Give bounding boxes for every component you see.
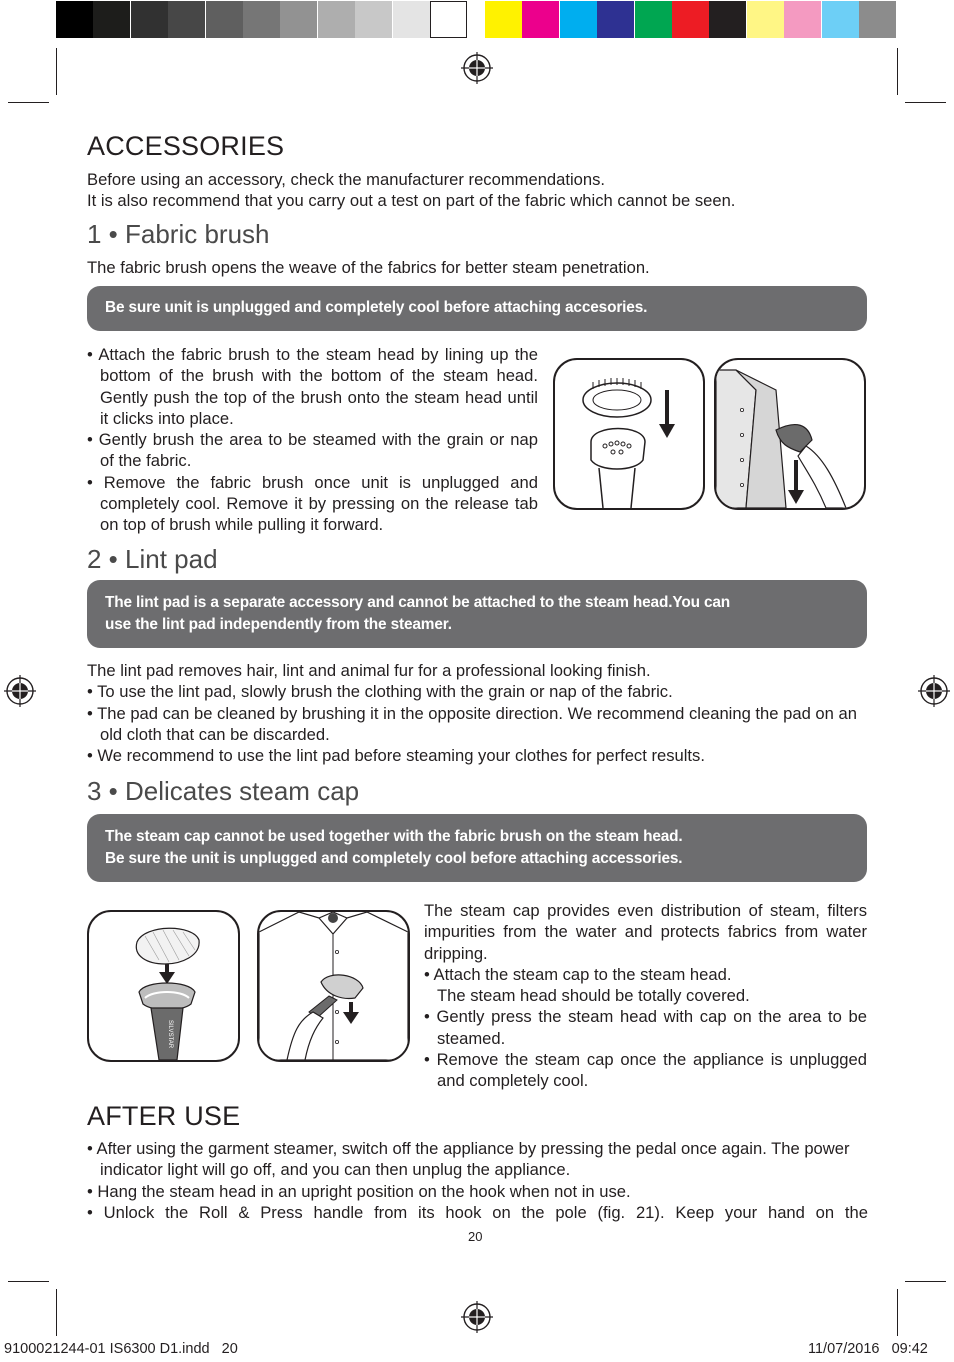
crop-mark bbox=[56, 1289, 57, 1336]
registration-mark-icon bbox=[3, 674, 37, 708]
lint-pad-heading: 2 • Lint pad bbox=[87, 544, 218, 574]
color-swatch bbox=[430, 1, 467, 38]
list-item: • Unlock the Roll & Press handle from its hook on the pole (fig. 21). Keep your hand on the bbox=[87, 1202, 868, 1222]
steam-cap-attach-illustration bbox=[87, 910, 240, 1062]
fabric-brush-intro: The fabric brush opens the weave of the fabrics for better steam penetration. bbox=[87, 258, 650, 277]
fabric-brush-notice bbox=[87, 286, 867, 331]
color-swatch bbox=[355, 1, 392, 38]
accessories-intro-line: It is also recommend that you carry out a test on part of the fabric which cannot be seen. bbox=[87, 191, 736, 210]
list-item: • The pad can be cleaned by brushing it in the opposite direction. We recommend cleaning the pad on an old cloth that can be discarded. bbox=[87, 703, 857, 744]
steam-cap-heading: 3 • Delicates steam cap bbox=[87, 776, 360, 806]
color-swatch bbox=[859, 1, 896, 38]
brushing-shirt-drawing bbox=[716, 360, 864, 508]
after-use-text bbox=[87, 1138, 868, 1223]
device-logo: SILVSTAR bbox=[167, 1020, 173, 1049]
list-item: • To use the lint pad, slowly brush the clothing with the grain or nap of the fabric. bbox=[87, 682, 673, 702]
notice-text: Be sure unit is unplugged and completely cool before attaching accesories. bbox=[105, 299, 648, 316]
registration-mark-icon bbox=[460, 1300, 494, 1334]
accessories-heading: ACCESSORIES bbox=[87, 131, 285, 161]
color-swatch bbox=[822, 1, 859, 38]
steaming-shirt-drawing bbox=[259, 912, 408, 1060]
steam-cap-text bbox=[424, 900, 867, 1092]
list-item: • We recommend to use the lint pad before steaming your clothes for perfect results. bbox=[87, 746, 705, 766]
color-swatch bbox=[560, 1, 597, 38]
notice-text: Be sure the unit is unplugged and completely cool before attaching accessories. bbox=[105, 849, 683, 867]
color-swatch bbox=[709, 1, 746, 38]
color-swatch bbox=[635, 1, 672, 38]
list-item: • Gently press the steam head with cap on the area to be steamed. bbox=[424, 1007, 867, 1048]
steam-cap-notice bbox=[87, 814, 867, 882]
fabric-brush-attach-illustration bbox=[553, 358, 705, 510]
notice-text: use the lint pad independently from the steamer. bbox=[105, 615, 452, 633]
notice-text: The lint pad is a separate accessory and cannot be attached to the steam head.You can bbox=[105, 594, 731, 611]
lint-pad-text bbox=[87, 660, 868, 766]
page-number: 20 bbox=[468, 1229, 483, 1244]
color-swatch bbox=[597, 1, 634, 38]
list-item: • Hang the steam head in an upright position on the hook when not in use. bbox=[87, 1181, 631, 1201]
crop-mark bbox=[897, 1289, 898, 1336]
fabric-brush-heading: 1 • Fabric brush bbox=[87, 219, 270, 249]
footer-timestamp: 11/07/2016 09:42 bbox=[808, 1341, 928, 1357]
crop-mark bbox=[8, 1281, 49, 1282]
color-swatch bbox=[280, 1, 317, 38]
registration-mark-icon bbox=[460, 51, 494, 85]
steam-cap-use-illustration bbox=[257, 910, 410, 1062]
list-item-continuation: The steam head should be totally covered. bbox=[437, 986, 750, 1006]
footer-file-info: 9100021244-01 IS6300 D1.indd 20 bbox=[4, 1341, 238, 1357]
lint-pad-notice bbox=[87, 580, 867, 648]
color-swatch bbox=[672, 1, 709, 38]
color-swatch bbox=[93, 1, 130, 38]
steam-cap-drawing bbox=[89, 912, 238, 1060]
after-use-heading: AFTER USE bbox=[87, 1101, 241, 1131]
lint-pad-intro: The lint pad removes hair, lint and animal fur for a professional looking finish. bbox=[87, 661, 651, 680]
list-item: • Remove the fabric brush once unit is unplugged and completely cool. Remove it by pressing on the release tab on top of brush while pulling it forward. bbox=[87, 472, 538, 535]
color-swatch bbox=[318, 1, 355, 38]
steam-head-brush-drawing bbox=[555, 360, 703, 508]
crop-mark bbox=[905, 1281, 946, 1282]
list-item: • Remove the steam cap once the appliance is unplugged and completely cool. bbox=[424, 1050, 867, 1091]
color-swatch bbox=[747, 1, 784, 38]
color-swatch bbox=[56, 1, 93, 38]
color-swatch bbox=[784, 1, 821, 38]
crop-mark bbox=[897, 48, 898, 95]
color-swatch bbox=[522, 1, 559, 38]
list-item: • Attach the fabric brush to the steam head by lining up the bottom of the brush with the bottom of the steam head. Gently push the top of the brush onto the steam head until it clicks into place. bbox=[87, 345, 538, 428]
color-swatch bbox=[131, 1, 168, 38]
fabric-brush-use-illustration bbox=[714, 358, 866, 510]
crop-mark bbox=[905, 102, 946, 103]
fabric-brush-instructions bbox=[87, 344, 538, 536]
list-item: • Attach the steam cap to the steam head. bbox=[424, 964, 732, 984]
steam-cap-intro: The steam cap provides even distribution of steam, filters impurities from the water and protects fabrics from water dripping. bbox=[424, 901, 867, 963]
list-item: • After using the garment steamer, switch off the appliance by pressing the pedal once again. The power indicator light will go off, and you can then unplug the appliance. bbox=[87, 1139, 850, 1180]
crop-mark bbox=[56, 48, 57, 95]
list-item: • Gently brush the area to be steamed with the grain or nap of the fabric. bbox=[87, 430, 538, 471]
color-swatch bbox=[485, 1, 522, 38]
accessories-intro-line: Before using an accessory, check the manufacturer recommendations. bbox=[87, 170, 606, 189]
color-swatch bbox=[393, 1, 430, 38]
color-swatch bbox=[168, 1, 205, 38]
color-swatch bbox=[243, 1, 280, 38]
registration-mark-icon bbox=[917, 674, 951, 708]
color-swatch bbox=[206, 1, 243, 38]
notice-text: The steam cap cannot be used together with the fabric brush on the steam head. bbox=[105, 828, 683, 845]
crop-mark bbox=[8, 102, 49, 103]
